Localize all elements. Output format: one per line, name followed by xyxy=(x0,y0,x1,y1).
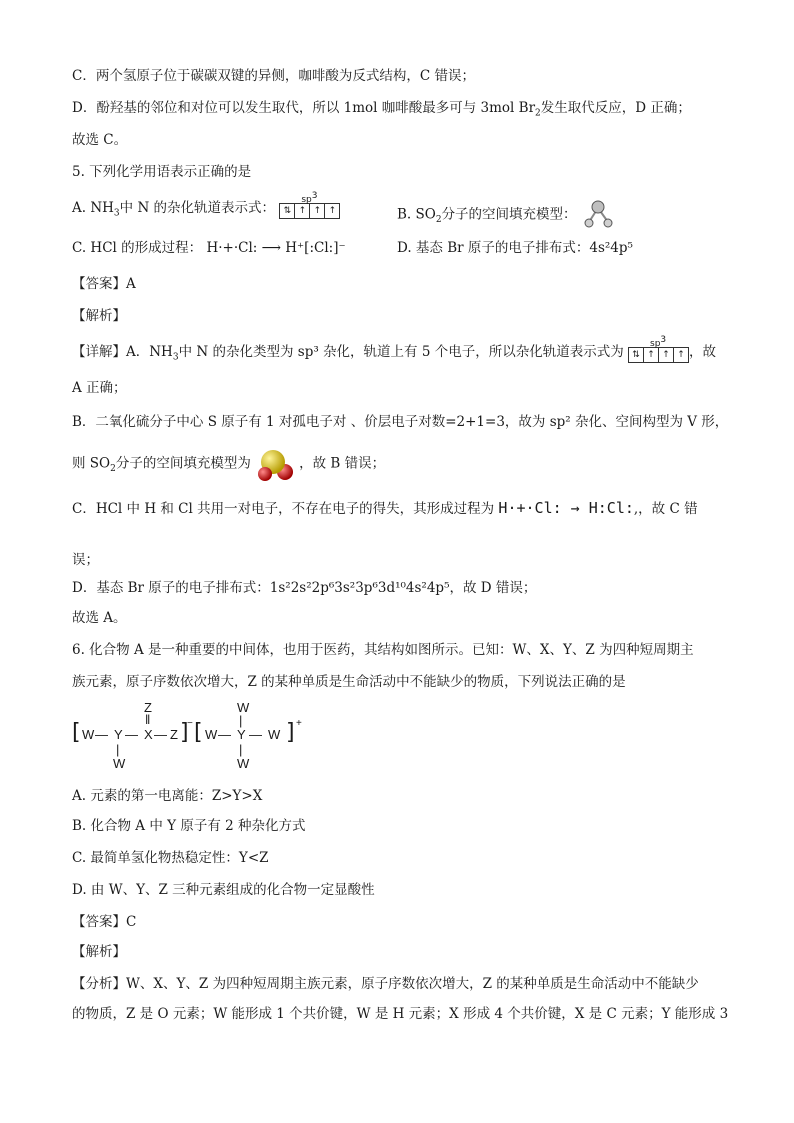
reaction-arrow: ⟶ xyxy=(261,240,281,256)
text-span: ,，故 C 错 xyxy=(633,501,698,517)
hcl-formation-right: H⁺[:Cl:]⁻ xyxy=(285,240,346,256)
orbital-cell: ⇅ xyxy=(280,204,295,218)
atom-z: Z xyxy=(144,700,152,715)
subscript: 2 xyxy=(110,464,116,475)
text-span: 分子的空间填充模型： xyxy=(441,206,577,223)
orbital-diagram xyxy=(628,334,689,363)
orbital-cell: ↑ xyxy=(295,204,310,218)
bond: | xyxy=(239,742,243,757)
text-span: C. HCl 的形成过程： xyxy=(72,240,203,256)
bond: | xyxy=(239,713,243,728)
bond: — xyxy=(125,727,138,742)
atom-y: Y xyxy=(237,727,246,742)
text-line: 故选 C。 xyxy=(72,132,128,148)
question-6-title: 6. 化合物 A 是一种重要的中间体，也用于医药，其结构如图所示。已知：W、X、Y、Z 为四种短周期主 xyxy=(72,642,694,658)
text-span: C．HCl 中 H 和 Cl 共用一对电子，不存在电子的得失，其形成过程为 xyxy=(72,501,495,517)
detail-5b-cont xyxy=(72,446,385,482)
subscript: 2 xyxy=(435,215,442,226)
double-bond: ‖ xyxy=(145,712,151,727)
hcl-formation-equation: H·+·Cl: → H:Cl: xyxy=(498,499,634,517)
option-6c: C. 最简单氢化物热稳定性：Y<Z xyxy=(72,850,269,866)
charge-plus: + xyxy=(296,718,302,729)
subscript: 3 xyxy=(113,208,120,219)
atom-z: Z xyxy=(170,727,178,742)
bracket-open: [ xyxy=(72,720,81,745)
option-5a xyxy=(72,190,340,224)
atom-w: W xyxy=(82,727,95,742)
bond: — xyxy=(249,727,262,742)
orbital-cell: ↑ xyxy=(328,205,337,216)
detail-5c xyxy=(72,498,698,519)
detail-5a-cont: A 正确； xyxy=(72,380,127,396)
text-span: ，故 B 错误； xyxy=(299,455,386,472)
detail-5b: B．二氧化硫分子中心 S 原子有 1 对孤电子对 、价层电子对数=2+1=3，故为 sp² 杂化、空间构型为 V 形， xyxy=(72,414,729,430)
text-span: 则 SO xyxy=(72,455,111,472)
analysis-6-line1: 【分析】W、X、Y、Z 为四种短周期主族元素，原子序数依次增大，Z 的某种单质是生命活动中不能缺少 xyxy=(72,976,699,992)
atom-w: W xyxy=(268,727,281,742)
text-span: D．酚羟基的邻位和对位可以发生取代，所以 1mol 咖啡酸最多可与 3mol Br xyxy=(72,100,536,116)
text-span: 发生取代反应，D 正确； xyxy=(540,100,691,116)
text-span: 中 N 的杂化类型为 sp³ 杂化，轨道上有 5 个电子，所以杂化轨道表示式为 xyxy=(178,344,624,360)
answer-5: 【答案】A xyxy=(72,276,136,292)
atom-x: X xyxy=(144,727,153,742)
question-6-title-cont: 族元素，原子序数依次增大，Z 的某种单质是生命活动中不能缺少的物质，下列说法正确的是 xyxy=(72,674,626,690)
bracket-open: [ xyxy=(194,720,203,745)
orbital-cell: ↑ xyxy=(310,204,325,218)
bond: — xyxy=(218,727,231,742)
text-line xyxy=(72,98,691,124)
text-span: 【详解】A．NH xyxy=(72,344,173,360)
bond: — xyxy=(154,727,167,742)
orbital-cell: ↑ xyxy=(644,348,659,362)
option-5d: D. 基态 Br 原子的电子排布式：4s²4p⁵ xyxy=(397,240,633,256)
text-span: A. NH xyxy=(72,200,114,216)
analysis-5-heading: 【解析】 xyxy=(72,308,126,324)
text-line: C．两个氢原子位于碳碳双键的异侧，咖啡酸为反式结构，C 错误； xyxy=(72,68,475,84)
so2-ballstick-model-icon xyxy=(581,198,615,232)
bracket-close: ] xyxy=(286,720,295,745)
orbital-label: $sp^3$ xyxy=(650,334,667,349)
atom-w: W xyxy=(113,756,126,771)
bond: — xyxy=(95,727,108,742)
subscript: 3 xyxy=(172,352,179,363)
analysis-6-line2: 的物质，Z 是 O 元素；W 能形成 1 个共价键，W 是 H 元素；X 形成 4 个共价键，X 是 C 元素；Y 能形成 3 xyxy=(72,1006,729,1022)
detail-5c-cont: 误； xyxy=(72,552,99,568)
atom-w: W xyxy=(237,756,250,771)
option-6d: D. 由 W、Y、Z 三种元素组成的化合物一定显酸性 xyxy=(72,882,375,898)
text-span: ，故 xyxy=(689,344,717,360)
text-span: 分子的空间填充模型为 xyxy=(115,455,251,472)
question-5-title: 5. 下列化学用语表示正确的是 xyxy=(72,164,252,180)
atom-y: Y xyxy=(114,727,123,742)
option-5b xyxy=(397,198,615,232)
bond: | xyxy=(116,742,120,757)
hcl-formation-left: H·+·Cl: xyxy=(206,240,258,256)
orbital-cell: ↑ xyxy=(677,349,685,360)
atom-w: W xyxy=(205,727,218,742)
option-5c xyxy=(72,238,346,258)
option-6b: B. 化合物 A 中 Y 原子有 2 种杂化方式 xyxy=(72,818,306,834)
so2-space-filling-model-icon xyxy=(255,446,299,482)
subscript: 2 xyxy=(535,108,541,119)
answer-6: 【答案】C xyxy=(72,914,137,930)
charge-minus: − xyxy=(187,718,193,729)
option-6a: A. 元素的第一电离能：Z>Y>X xyxy=(72,788,263,804)
orbital-diagram xyxy=(279,190,340,219)
text-span: 中 N 的杂化轨道表示式： xyxy=(119,200,276,216)
analysis-6-heading: 【解析】 xyxy=(72,944,126,960)
bracket-close: ] xyxy=(180,720,189,745)
compound-a-structure xyxy=(72,700,312,772)
detail-5a xyxy=(72,334,717,368)
orbital-cell: ⇅ xyxy=(629,348,644,362)
atom-w: W xyxy=(237,700,250,715)
orbital-cell: ↑ xyxy=(659,348,674,362)
detail-5-end: 故选 A。 xyxy=(72,610,127,626)
orbital-label: $sp^3$ xyxy=(301,190,318,205)
detail-5d: D．基态 Br 原子的电子排布式：1s²2s²2p⁶3s²3p⁶3d¹⁰4s²4p⁵，故 D 错误； xyxy=(72,580,537,596)
text-span: B. SO xyxy=(397,206,436,223)
